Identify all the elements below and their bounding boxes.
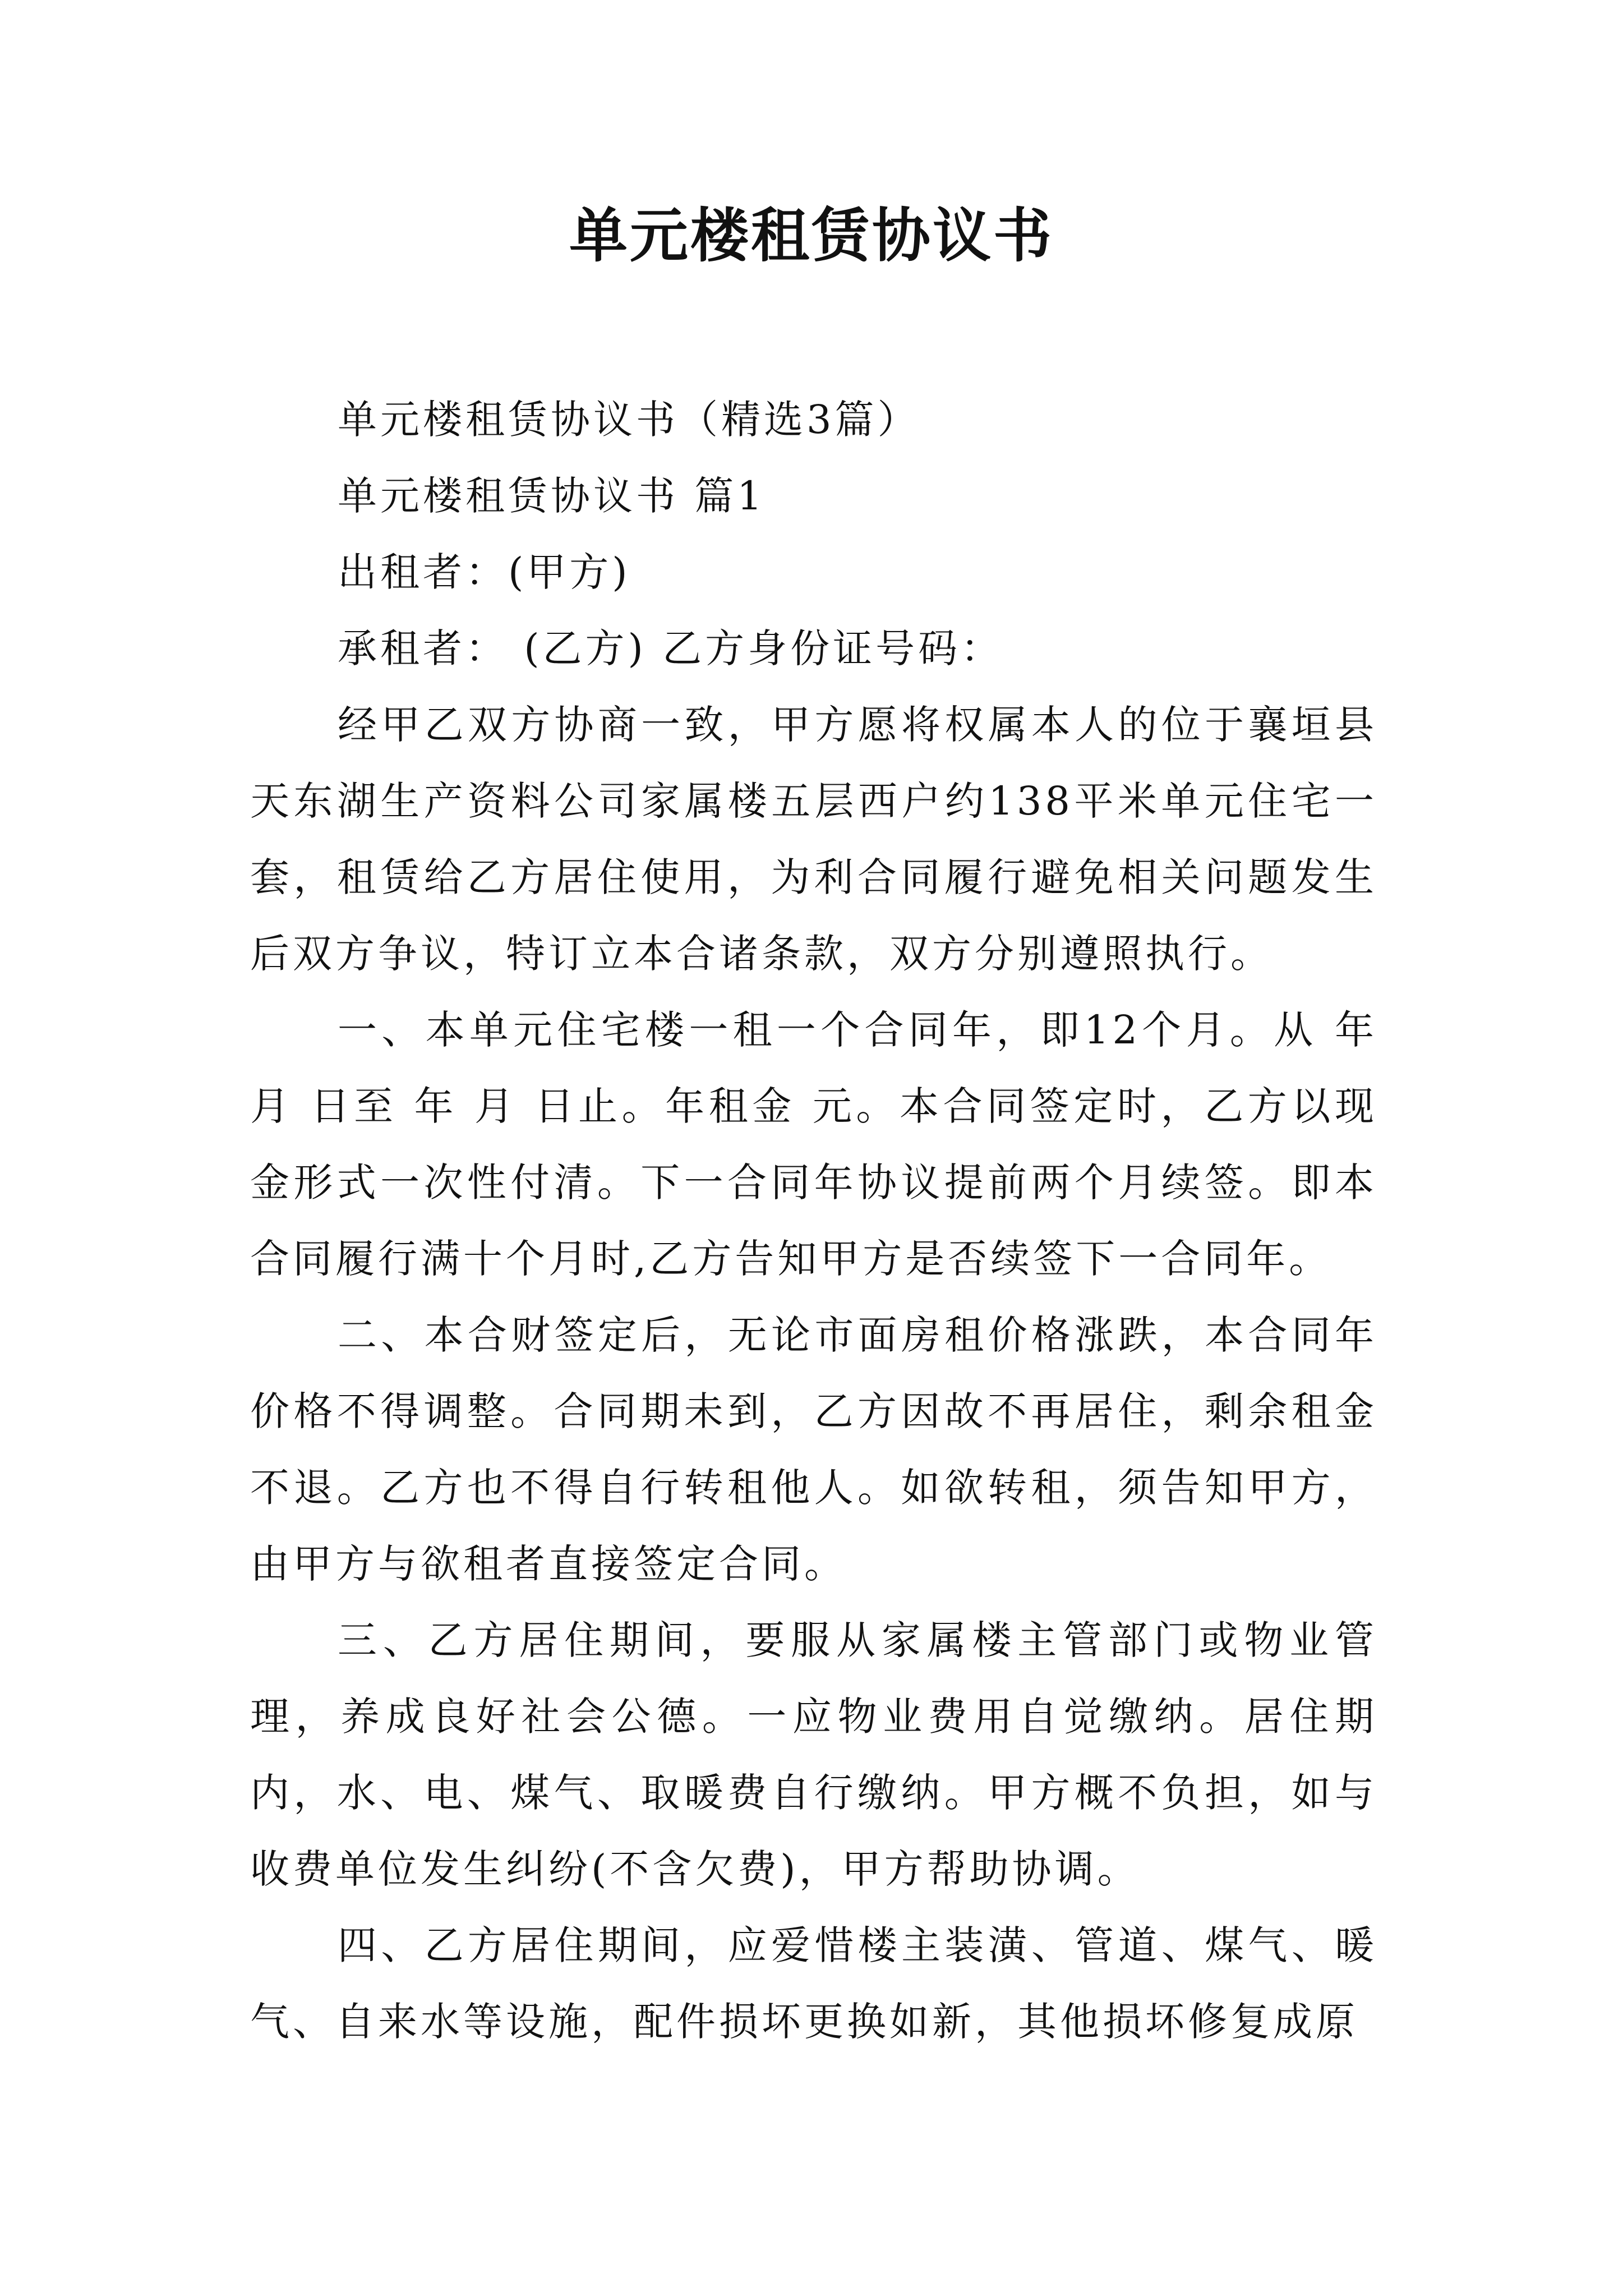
paragraph-intro: 经甲乙双方协商一致，甲方愿将权属本人的位于襄垣县天东湖生产资料公司家属楼五层西户约138平米单元住宅一套，租赁给乙方居住使用，为利合同履行避免相关问题发生后双方争议，特订立本合诸条款，双方分别遵照执行。 [250,702,1377,977]
lessee-line: 承租者： (乙方) 乙方身份证号码： [338,625,1004,671]
paragraph-clause-3: 三、乙方居住期间，要服从家属楼主管部门或物业管理，养成良好社会公德。一应物业费用自觉缴纳。居住期内，水、电、煤气、取暖费自行缴纳。甲方概不负担，如与收费单位发生纠纷(不含欠费)，甲方帮助协调。 [250,1617,1377,1892]
paragraph-clause-1: 一、本单元住宅楼一租一个合同年，即12个月。从 年 月 日至 年 月 日止。年租金 元。本合同签定时，乙方以现金形式一次性付清。下一合同年协议提前两个月续签。即本合同履行满十个月时,乙方告知甲方是否续签下一合同年。 [250,1007,1377,1282]
section-heading: 单元楼租赁协议书 篇1 [338,473,766,519]
lessor-line: 出租者：(甲方) [338,549,631,595]
paragraph-clause-4: 四、乙方居住期间，应爱惜楼主装潢、管道、煤气、暖气、自来水等设施，配件损坏更换如新，其他损坏修复成原 [250,1922,1377,2045]
document-subtitle: 单元楼租赁协议书（精选3篇） [338,397,920,443]
document-title: 单元楼租赁协议书 [569,201,1054,270]
paragraph-clause-2: 二、本合财签定后，无论市面房租价格涨跌，本合同年价格不得调整。合同期未到，乙方因故不再居住，剩余租金不退。乙方也不得自行转租他人。如欲转租，须告知甲方，由甲方与欲租者直接签定合同。 [250,1312,1377,1587]
document-body [250,381,1377,2060]
